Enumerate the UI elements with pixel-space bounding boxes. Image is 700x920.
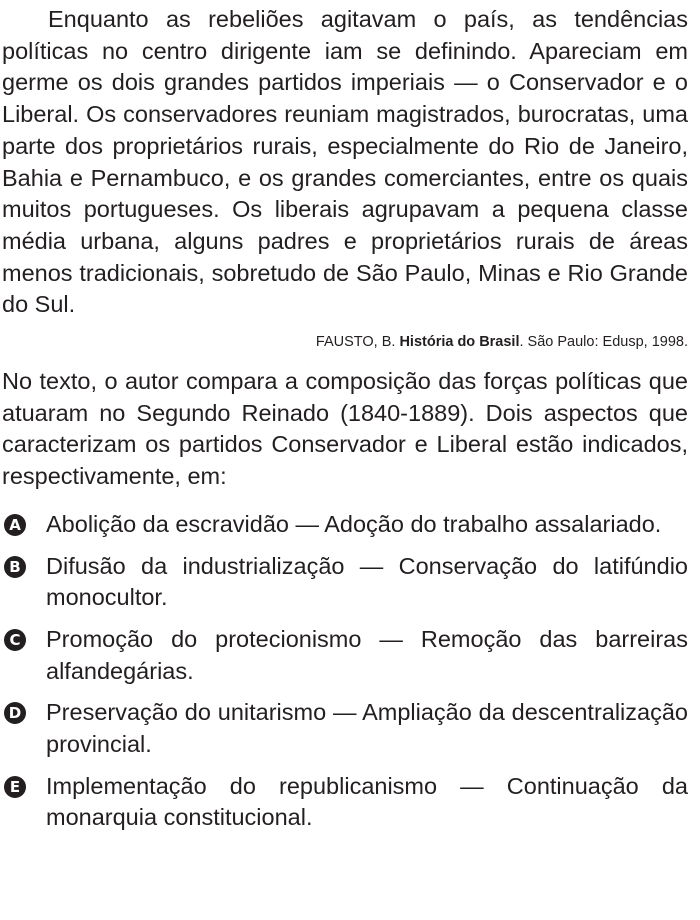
citation	[2, 332, 688, 352]
option-a-letter-icon: A	[4, 514, 26, 536]
citation-publisher: . São Paulo: Edusp, 1998.	[519, 334, 688, 351]
option-e-letter-icon: E	[4, 776, 26, 798]
citation-author: FAUSTO, B.	[315, 334, 400, 351]
option-e-text: Implementação do republicanismo — Continuação da monarquia constitucional.	[46, 772, 688, 831]
option-d-text: Preservação do unitarismo — Ampliação da descentralização provincial.	[46, 699, 688, 758]
option-b-text: Difusão da industrialização — Conservação do latifúndio monocultor.	[46, 552, 688, 611]
question-prompt: No texto, o autor compara a composição das forças políticas que atuaram no Segundo Reinado (1840-1889). Dois aspectos que caracterizam os partidos Conservador e Liberal estão indicados, respectivamente, em:	[2, 368, 688, 490]
option-d-letter-icon: D	[4, 702, 26, 724]
option-d[interactable]	[2, 697, 688, 760]
option-b-letter-icon: B	[4, 556, 26, 578]
option-b[interactable]	[2, 551, 688, 614]
option-c[interactable]	[2, 624, 688, 687]
option-c-text: Promoção do protecionismo — Remoção das barreiras alfandegárias.	[46, 625, 688, 684]
source-passage: Enquanto as rebeliões agitavam o país, as tendências políticas no centro dirigente iam se definindo. Apareciam em germe os dois grandes partidos imperiais — o Conservador e o Liberal. Os conservadores reuniam magistrados, burocratas, uma parte dos proprietários rurais, especialmente do Rio de Janeiro, Bahia e Pernambuco, e os grandes comerciantes, entre os quais muitos portugueses. Os liberais agrupavam a pequena classe média urbana, alguns padres e proprietários rurais de áreas menos tradicionais, sobretudo de São Paulo, Minas e Rio Grande do Sul.	[2, 6, 688, 318]
answer-options	[2, 509, 688, 834]
option-a-text: Abolição da escravidão — Adoção do trabalho assalariado.	[46, 510, 662, 537]
option-c-letter-icon: C	[4, 629, 26, 651]
option-e[interactable]	[2, 771, 688, 834]
option-a[interactable]	[2, 509, 688, 541]
citation-title: História do Brasil	[399, 334, 520, 351]
